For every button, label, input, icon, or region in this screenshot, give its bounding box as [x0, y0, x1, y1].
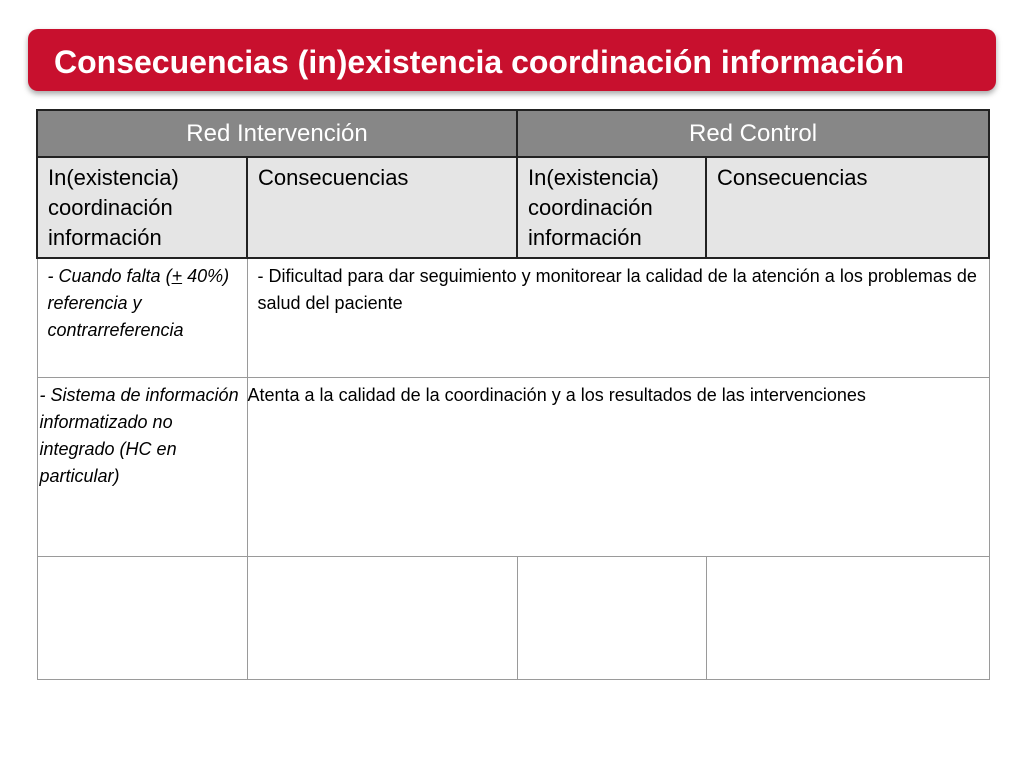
group-header-red-intervencion: Red Intervención: [37, 110, 517, 157]
row1-coordinacion-text-c: 40%) referencia y contrarreferencia: [47, 266, 230, 340]
row1-coordinacion-text-a: - Cuando falta (: [47, 266, 172, 286]
row1-consecuencias-cell: - Dificultad para dar seguimiento y monitorear la calidad de la atención a los problemas de salud del paciente: [247, 258, 989, 377]
table-row: [37, 258, 989, 377]
empty-cell: [37, 556, 247, 679]
row2-consecuencias-cell: Atenta a la calidad de la coordinación y a los resultados de las intervenciones: [247, 377, 989, 556]
sub-header-intervencion-coordinacion: In(existencia) coordinación información: [37, 157, 247, 258]
row1-coordinacion-cell: [37, 258, 247, 377]
group-header-red-control: Red Control: [517, 110, 989, 157]
table-row: [37, 377, 989, 556]
sub-header-intervencion-consecuencias: Consecuencias: [247, 157, 517, 258]
comparison-table: [36, 109, 990, 680]
sub-header-row: [37, 157, 989, 258]
row2-coordinacion-cell: - Sistema de información informatizado no integrado (HC en particular): [37, 377, 247, 556]
sub-header-control-consecuencias: Consecuencias: [706, 157, 989, 258]
empty-cell: [706, 556, 989, 679]
sub-header-control-coordinacion: In(existencia) coordinación información: [517, 157, 706, 258]
title-bar: [28, 29, 996, 91]
table-row: [37, 556, 989, 679]
page-title: Consecuencias (in)existencia coordinación información: [54, 44, 904, 80]
row1-coordinacion-text-b: +: [171, 266, 183, 286]
empty-cell: [517, 556, 706, 679]
empty-cell: [247, 556, 517, 679]
group-header-row: [37, 110, 989, 157]
